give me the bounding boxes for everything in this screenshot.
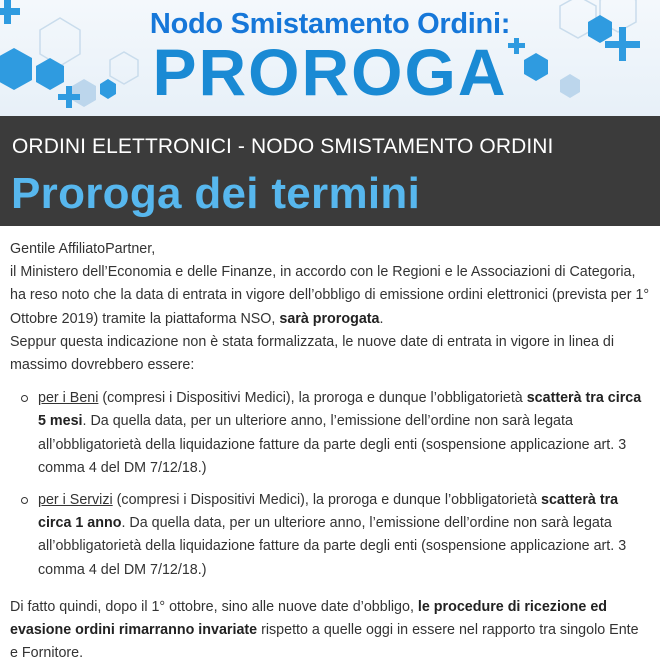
- article-body: [0, 226, 660, 665]
- intro-end: .: [379, 310, 384, 327]
- list-item: [38, 387, 650, 480]
- item-bold: scatterà tra circa 1 anno: [38, 492, 619, 532]
- banner-subtitle: Nodo Smistamento Ordini:: [149, 8, 511, 40]
- link-beni[interactable]: per i Beni: [38, 390, 99, 407]
- header-category: ORDINI ELETTRONICI - NODO SMISTAMENTO ORDINI: [12, 135, 554, 158]
- greeting: Gentile AffiliatoPartner,: [10, 241, 156, 257]
- item-text: (compresi i Dispositivi Medici), la proroga e dunque l’obbligatorietà: [98, 390, 527, 407]
- final-text-end: rispetto a quelle oggi in essere nel rapporto tra singolo Ente e Fornitore.: [10, 622, 639, 662]
- list-item: [38, 489, 650, 582]
- final-bold: le procedure di ricezione ed evasione ordini rimarranno invariate: [10, 598, 607, 639]
- circle-bullet-icon: [21, 395, 28, 402]
- intro-text: il Ministero dell’Economia e delle Finanze, in accordo con le Regioni e le Associazioni di Categoria, ha reso noto che la data di entrata in vigore dell’obbligo di emissione ordini elettronici (prevista per 1° Ottobre 2019) tramite la piattaforma NSO,: [10, 264, 650, 327]
- final-paragraph: [10, 596, 650, 665]
- banner: [0, 0, 660, 116]
- banner-title: PROROGA: [152, 35, 508, 109]
- article-header: [0, 116, 660, 226]
- intro-bold: sarà prorogata: [279, 310, 380, 327]
- item-bold: scatterà tra circa 5 mesi: [38, 390, 642, 430]
- item-text-end: . Da quella data, per un ulteriore anno, l’emissione dell’ordine non sarà legata all’obbligatorietà della liquidazione fatture da parte degli enti (sospensione applicazione art. 3 comma 4 del DM 7/12/18.): [38, 515, 627, 578]
- note-paragraph: Seppur questa indicazione non è stata formalizzata, le nuove date di entrata in vigore in linea di massimo dovrebbero essere:: [10, 333, 615, 374]
- final-text: Di fatto quindi, dopo il 1° ottobre, sino alle nuove date d’obbligo,: [10, 598, 418, 615]
- item-text-end: . Da quella data, per un ulteriore anno, l’emissione dell’ordine non sarà legata all’obbligatorietà della liquidazione fatture da parte degli enti (sospensione applicazione art. 3 comma 4 del DM 7/12/18.): [38, 413, 627, 476]
- intro-paragraph: [10, 261, 650, 331]
- circle-bullet-icon: [21, 497, 28, 504]
- link-servizi[interactable]: per i Servizi: [38, 492, 113, 509]
- page-title: Proroga dei termini: [11, 169, 421, 218]
- item-text: (compresi i Dispositivi Medici), la proroga e dunque l’obbligatorietà: [112, 492, 542, 509]
- proroga-list: [10, 387, 650, 582]
